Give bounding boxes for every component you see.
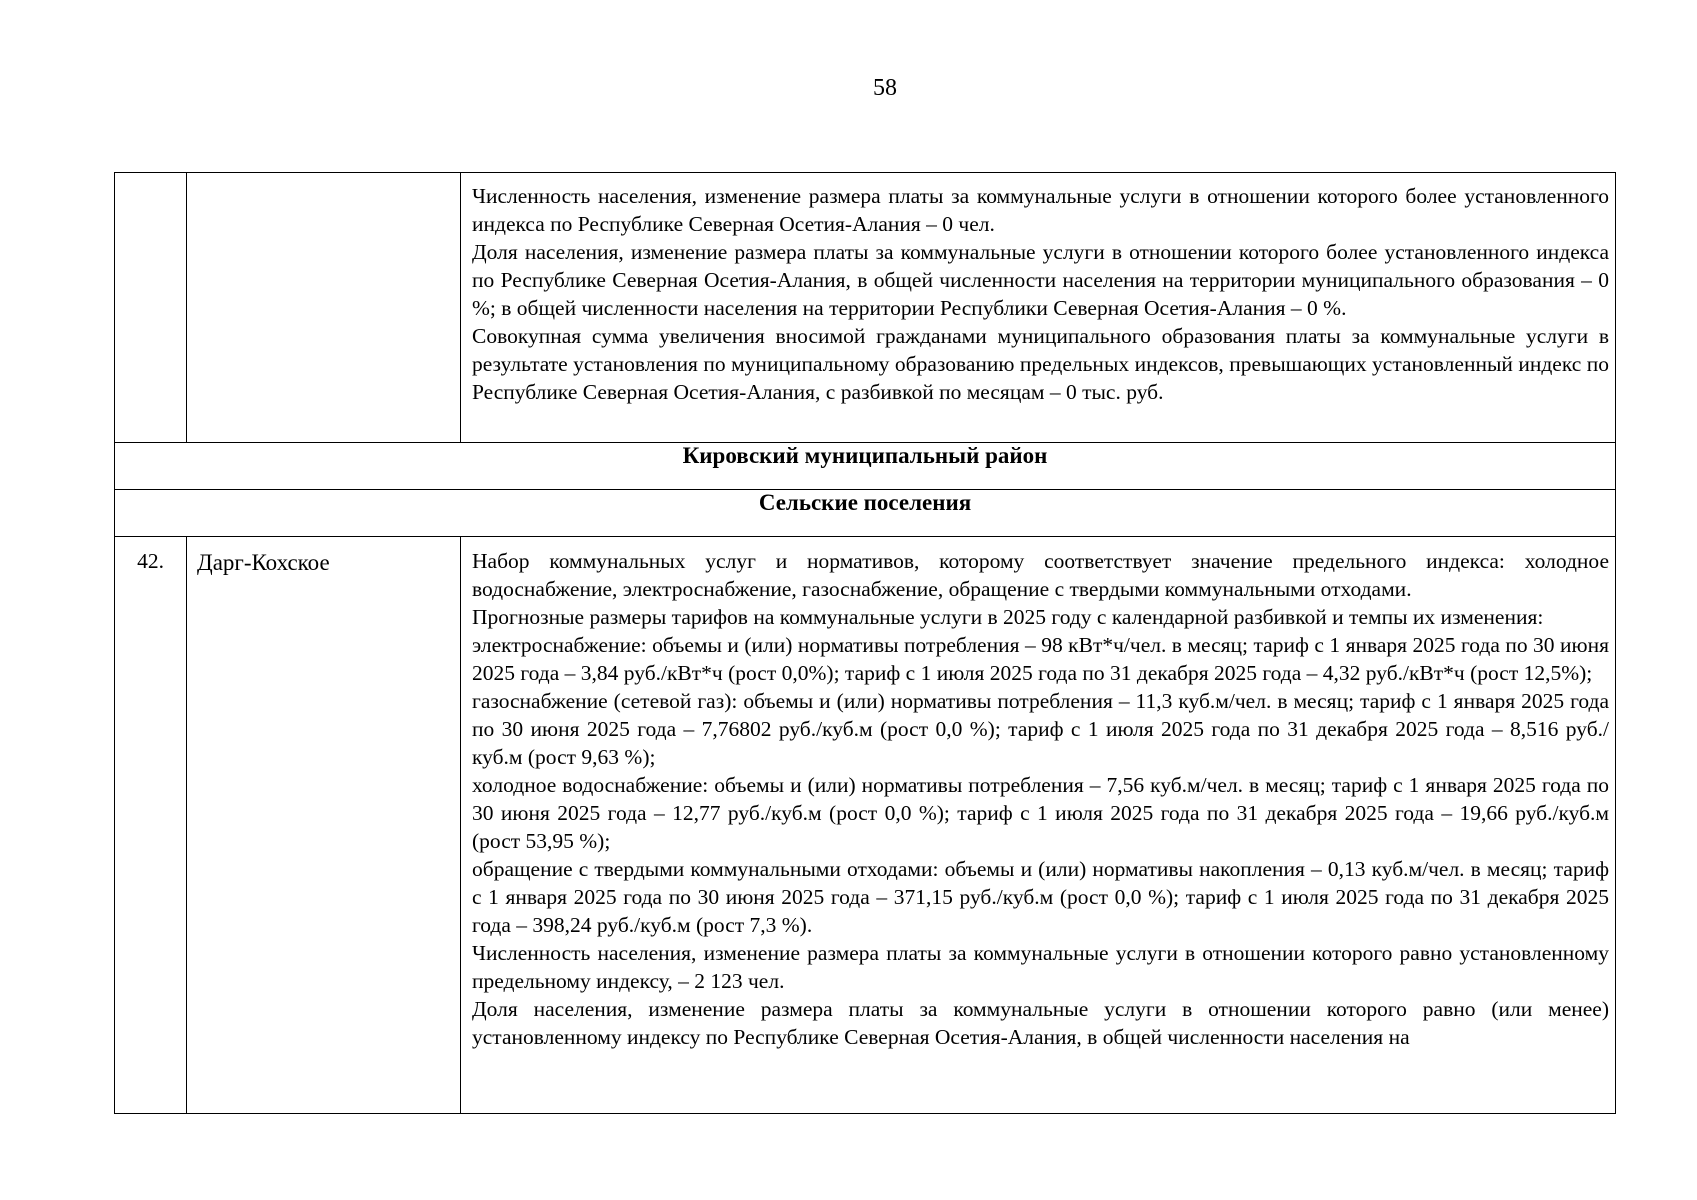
continuation-paragraph: Доля населения, изменение размера платы за коммунальные услуги в отношении которого более установленного индекса по Республике Северная Осетия-Алания, в общей численности населения на территории муниципального образования – 0 %; в общей численности населения на территории Республики Северная Осетия-Алания – 0 %. xyxy=(472,240,1609,320)
settlement-paragraph: Доля населения, изменение размера платы за коммунальные услуги в отношении которого равно (или менее) установленному индексу по Республике Северная Осетия-Алания, в общей численности населения на xyxy=(472,997,1609,1049)
settlement-paragraph: электроснабжение: объемы и (или) нормативы потребления – 98 кВт*ч/чел. в месяц; тариф с 1 января 2025 года по 30 июня 2025 года – 3,84 руб./кВт*ч (рост 0,0%); тариф с 1 июля 2025 года по 31 декабря 2025 года – 4,32 руб./кВт*ч (рост 12,5%); xyxy=(472,633,1609,685)
settlement-text-cell xyxy=(461,537,1616,1114)
page-number: 58 xyxy=(873,75,897,101)
settlement-name: Дарг-Кохское xyxy=(187,537,461,1114)
continuation-name-cell xyxy=(187,173,461,443)
continuation-number-cell xyxy=(115,173,187,443)
settlements-heading-row xyxy=(115,490,1616,537)
settlement-paragraph: Набор коммунальных услуг и нормативов, которому соответствует значение предельного индекса: холодное водоснабжение, электроснабжение, газоснабжение, обращение с твердыми коммунальными отходами. xyxy=(472,549,1609,601)
continuation-text-cell xyxy=(461,173,1616,443)
district-heading-row xyxy=(115,443,1616,490)
continuation-paragraph: Численность населения, изменение размера платы за коммунальные услуги в отношении которого более установленного индекса по Республике Северная Осетия-Алания – 0 чел. xyxy=(472,184,1609,236)
settlement-paragraph: холодное водоснабжение: объемы и (или) нормативы потребления – 7,56 куб.м/чел. в месяц; тариф с 1 января 2025 года по 30 июня 2025 года – 12,77 руб./куб.м (рост 0,0 %); тариф с 1 июля 2025 года по 31 декабря 2025 года – 19,66 руб./куб.м (рост 53,95 %); xyxy=(472,773,1609,853)
settlement-paragraph: Численность населения, изменение размера платы за коммунальные услуги в отношении которого равно установленному предельному индексу, – 2 123 чел. xyxy=(472,941,1609,993)
continuation-paragraph: Совокупная сумма увеличения вносимой гражданами муниципального образования платы за коммунальные услуги в результате установления по муниципальному образованию предельных индексов, превышающих установленный индекс по Республике Северная Осетия-Алания, с разбивкой по месяцам – 0 тыс. руб. xyxy=(472,324,1609,404)
settlements-title: Сельские поселения xyxy=(115,490,1616,537)
district-title: Кировский муниципальный район xyxy=(115,443,1616,490)
settlement-paragraph: обращение с твердыми коммунальными отходами: объемы и (или) нормативы накопления – 0,13 куб.м/чел. в месяц; тариф с 1 января 2025 года по 30 июня 2025 года – 371,15 руб./куб.м (рост 0,0 %); тариф с 1 июля 2025 года по 31 декабря 2025 года – 398,24 руб./куб.м (рост 7,3 %). xyxy=(472,857,1609,937)
continuation-row xyxy=(115,173,1616,443)
tariff-table xyxy=(114,172,1616,1114)
settlement-number: 42. xyxy=(115,537,187,1114)
settlement-paragraph: Прогнозные размеры тарифов на коммунальные услуги в 2025 году с календарной разбивкой и темпы их изменения: xyxy=(472,605,1544,629)
settlement-row xyxy=(115,537,1616,1114)
settlement-paragraph: газоснабжение (сетевой газ): объемы и (или) нормативы потребления – 11,3 куб.м/чел. в месяц; тариф с 1 января 2025 года по 30 июня 2025 года – 7,76802 руб./куб.м (рост 0,0 %); тариф с 1 июля 2025 года по 31 декабря 2025 года – 8,516 руб./куб.м (рост 9,63 %); xyxy=(472,689,1609,769)
